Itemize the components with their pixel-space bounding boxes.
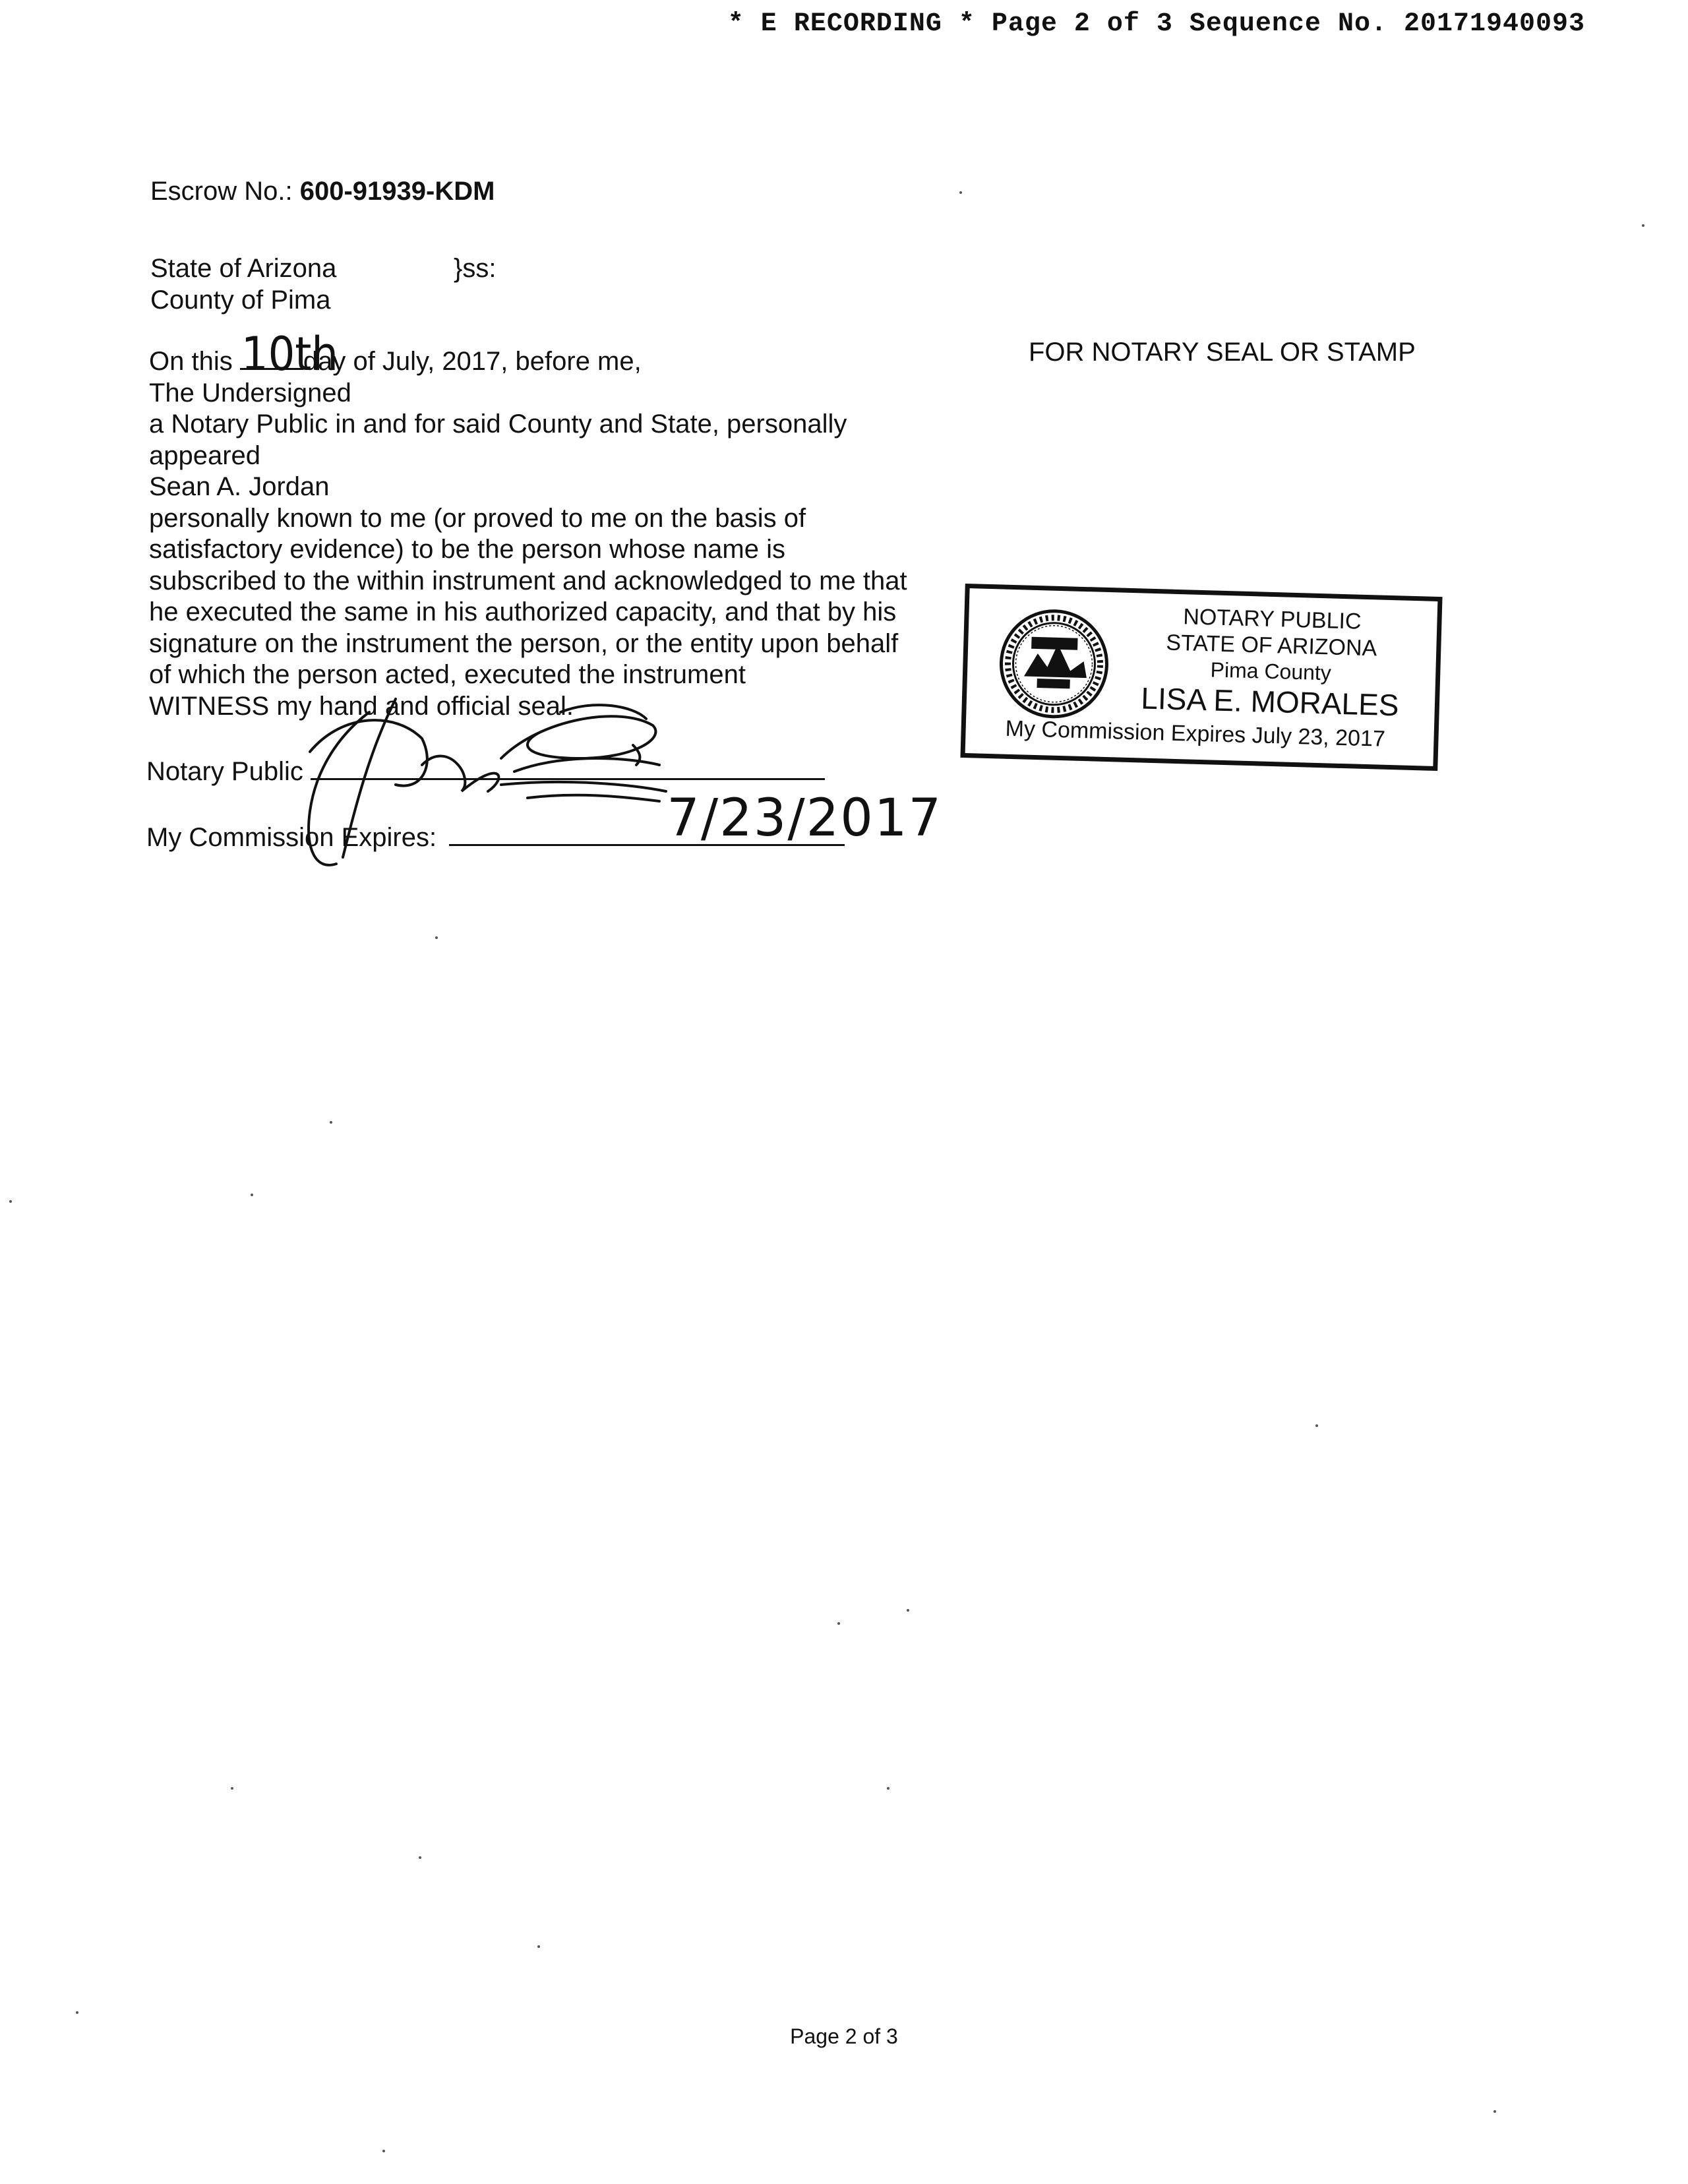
notary-signature-line xyxy=(311,752,825,780)
acknowledgment-line: a Notary Public in and for said County and State, personally xyxy=(149,410,847,439)
stamp-title: NOTARY PUBLIC xyxy=(1182,604,1362,634)
scan-speck xyxy=(1642,224,1644,227)
scan-speck xyxy=(537,1945,540,1948)
recording-header: * E RECORDING * Page 2 of 3 Sequence No. 20171940093 xyxy=(727,9,1585,39)
commission-expires-line xyxy=(449,789,943,848)
escrow-number: 600-91939-KDM xyxy=(299,177,495,206)
intro-suffix: day of July, 2017, before me, xyxy=(303,347,642,376)
acknowledgment-line: subscribed to the within instrument and acknowledged to me that xyxy=(149,566,907,595)
acknowledgment-line: satisfactory evidence) to be the person whose name is xyxy=(149,535,785,564)
commission-expires-handwritten: 7/23/2017 xyxy=(667,789,943,848)
acknowledgment-line: signature on the instrument the person, or the entity upon behalf xyxy=(149,628,899,658)
scan-speck xyxy=(419,1856,421,1859)
scan-speck xyxy=(251,1194,253,1196)
acknowledgment-line: appeared xyxy=(149,440,261,470)
appearing-person: Sean A. Jordan xyxy=(149,472,330,501)
scan-speck xyxy=(837,1622,840,1625)
scan-speck xyxy=(76,2011,78,2014)
commission-expires-row xyxy=(146,789,943,853)
state-seal-icon xyxy=(996,606,1112,721)
day-handwritten: 10th xyxy=(241,327,338,382)
venue-county: County of Pima xyxy=(150,286,331,315)
venue-block xyxy=(150,253,336,316)
acknowledgment-text xyxy=(149,327,940,722)
notary-public-label: Notary Public xyxy=(146,757,303,786)
acknowledgment-line: he executed the same in his authorized capacity, and that by his xyxy=(149,597,897,626)
stamp-expiration: My Commission Expires July 23, 2017 xyxy=(1005,715,1386,752)
witness-line: WITNESS my hand and official seal. xyxy=(149,691,574,721)
notary-stamp xyxy=(960,584,1442,771)
scan-speck xyxy=(887,1787,889,1790)
scan-speck xyxy=(382,2150,385,2152)
stamp-text xyxy=(1118,602,1424,724)
venue-ss: }ss: xyxy=(454,254,497,283)
scan-speck xyxy=(330,1121,332,1124)
stamp-state: STATE OF ARIZONA xyxy=(1165,630,1377,661)
venue-state: State of Arizona xyxy=(150,254,337,283)
escrow-label: Escrow No.: xyxy=(150,177,293,206)
acknowledgment-intro xyxy=(149,327,940,382)
acknowledgment-line: of which the person acted, executed the instrument xyxy=(149,660,746,689)
acknowledgment-line: personally known to me (or proved to me on the basis of xyxy=(149,503,806,533)
notary-signature-row xyxy=(146,752,825,787)
intro-prefix: On this xyxy=(149,347,233,376)
acknowledgment-line: The Undersigned xyxy=(149,378,351,408)
stamp-county: Pima County xyxy=(1210,657,1332,685)
stamp-notary-name: LISA E. MORALES xyxy=(1140,681,1400,723)
scan-speck xyxy=(1493,2110,1496,2113)
day-blank xyxy=(240,327,338,382)
page-number: Page 2 of 3 xyxy=(790,2024,898,2048)
scan-speck xyxy=(435,936,438,939)
escrow-number-line xyxy=(150,177,495,206)
seal-area-label: FOR NOTARY SEAL OR STAMP xyxy=(1029,338,1416,367)
scan-speck xyxy=(231,1787,233,1790)
scan-speck xyxy=(1315,1424,1318,1427)
commission-expires-label: My Commission Expires: xyxy=(146,823,437,852)
scan-speck xyxy=(959,191,962,194)
scan-speck xyxy=(9,1200,12,1203)
scan-speck xyxy=(907,1609,909,1612)
